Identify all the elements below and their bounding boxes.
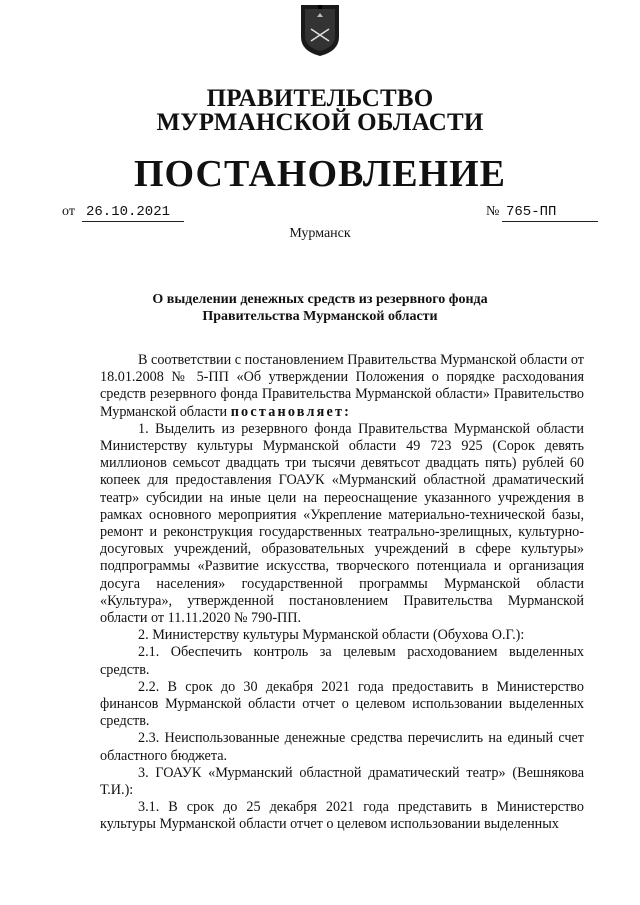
document-title-line2: Правительства Мурманской области (202, 309, 438, 324)
document-body (100, 352, 584, 834)
paragraph-2-3: 2.3. Неиспользованные денежные средства перечислить на единый счет областного бюджета. (100, 730, 584, 764)
coat-of-arms-icon (299, 3, 341, 57)
paragraph-2-2: 2.2. В срок до 30 декабря 2021 года предоставить в Министерство финансов Мурманской области отчет о целевом использовании выделенных средств. (100, 678, 584, 730)
document-title-line1: О выделении денежных средств из резервного фонда (152, 292, 488, 307)
paragraph-1: 1. Выделить из резервного фонда Правительства Мурманской области Министерству культуры Мурманской области 49 723 925 (Сорок девять миллионов семьсот двадцать три тысячи девятьсот двадцать пять) рублей 60 копеек для предоставления ГОАУК «Мурманский областной драматический театр» субсидии на иные цели на переоснащение указанного учреждения в рамках основного мероприятия «Укрепление материально-технической базы, ремонт и реконструкция государственных театрально-зрелищных, культурно-досуговых учреждений, образовательных учреждений в сфере культуры» подпрограммы «Развитие искусства, творческого потенциала и организация досуга населения» государственной программы Мурманской области «Культура», утвержденной постановлением Правительства Мурманской области от 11.11.2020 № 790-ПП. (100, 420, 584, 627)
preamble (100, 352, 584, 421)
document-type: ПОСТАНОВЛЕНИЕ (133, 153, 507, 195)
document-date: 26.10.2021 (82, 203, 184, 222)
paragraph-3: 3. ГОАУК «Мурманский областной драматический театр» (Вешнякова Т.И.): (100, 764, 584, 799)
city: Мурманск (289, 226, 351, 241)
preamble-text: В соответствии с постановлением Правительства Мурманской области от 18.01.2008 № 5-ПП «Об утверждении Положения о порядке расходования средств резервного фонда Правительства Мурманской области» Правительство Мурманской области (100, 352, 584, 420)
government-name-line1: ПРАВИТЕЛЬСТВО (206, 85, 434, 112)
government-name-line2: МУРМАНСКОЙ ОБЛАСТИ (156, 109, 484, 136)
paragraph-2: 2. Министерству культуры Мурманской области (Обухова О.Г.): (138, 627, 525, 644)
document-number: 765-ПП (502, 203, 598, 222)
resolves-word: постановляет: (230, 403, 352, 420)
date-prefix: от (62, 204, 75, 219)
paragraph-2-1: 2.1. Обеспечить контроль за целевым расходованием выделенных средств. (100, 644, 584, 678)
number-prefix: № (486, 204, 500, 219)
paragraph-3-1: 3.1. В срок до 25 декабря 2021 года представить в Министерство культуры Мурманской области отчет о целевом использовании выделенных (100, 799, 584, 833)
